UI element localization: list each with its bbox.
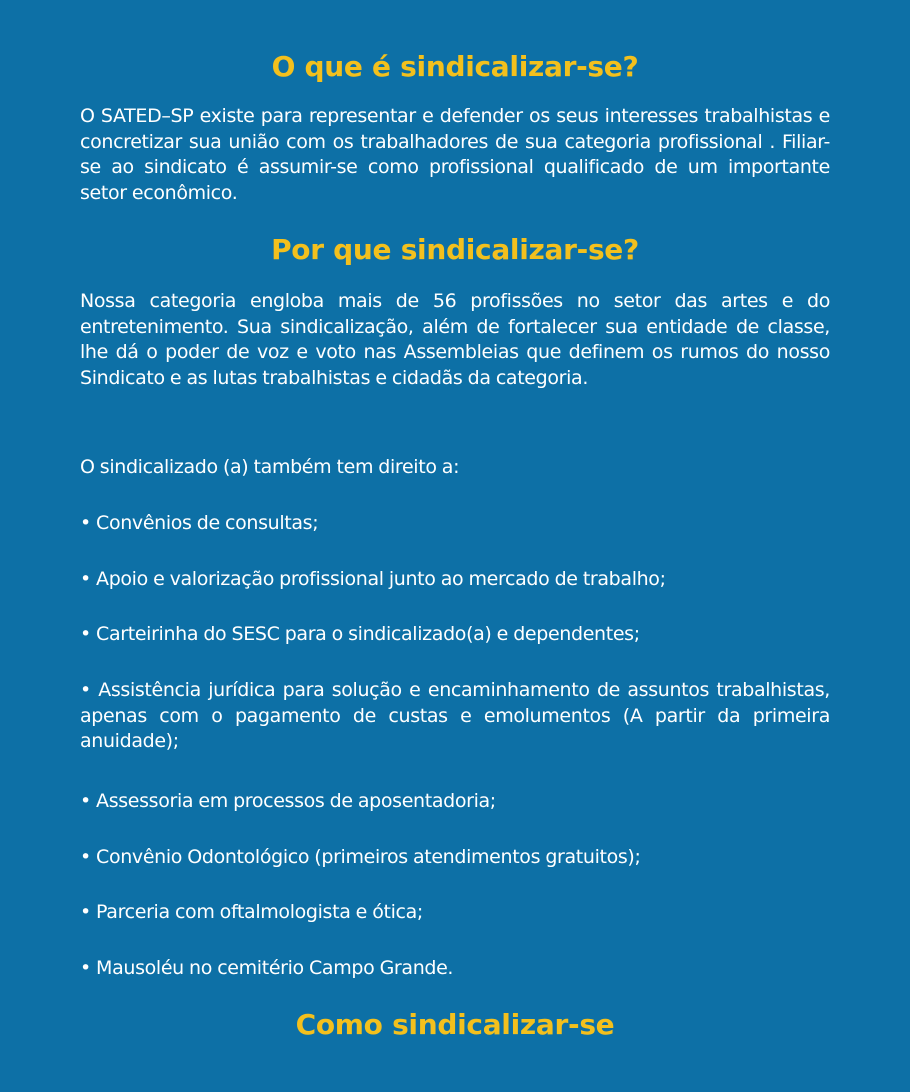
rights-intro: O sindicalizado (a) também tem direito a: xyxy=(80,456,460,478)
heading-why: Por que sindicalizar-se? xyxy=(271,233,639,266)
paragraph-what: O SATED–SP existe para representar e defender os seus interesses trabalhistas e concretizar sua união com os trabalhadores de sua categoria profissional . Filiar-se ao sindicato é assumir-se como profissional qualificado de um importante setor econômico. xyxy=(80,105,830,204)
heading-how: Como sindicalizar-se xyxy=(295,1008,615,1041)
list-item: • Assessoria em processos de aposentadoria; xyxy=(80,790,496,812)
list-item: • Assistência jurídica para solução e encaminhamento de assuntos trabalhistas, apenas com o pagamento de custas e emolumentos (A partir da primeira anuidade); xyxy=(80,679,830,752)
list-item: • Convênio Odontológico (primeiros atendimentos gratuitos); xyxy=(80,846,641,868)
list-item: • Parceria com oftalmologista e ótica; xyxy=(80,901,423,923)
list-item: • Convênios de consultas; xyxy=(80,512,319,534)
list-item: • Mausoléu no cemitério Campo Grande. xyxy=(80,957,454,979)
heading-what: O que é sindicalizar-se? xyxy=(271,50,639,83)
list-item: • Apoio e valorização profissional junto ao mercado de trabalho; xyxy=(80,568,666,590)
paragraph-why: Nossa categoria engloba mais de 56 profissões no setor das artes e do entretenimento. Sua sindicalização, além de fortalecer sua entidade de classe, lhe dá o poder de voz e voto nas Assembleias que definem os rumos do nosso Sindicato e as lutas trabalhistas e cidadãs da categoria. xyxy=(80,290,830,389)
list-item: • Carteirinha do SESC para o sindicalizado(a) e dependentes; xyxy=(80,623,640,645)
